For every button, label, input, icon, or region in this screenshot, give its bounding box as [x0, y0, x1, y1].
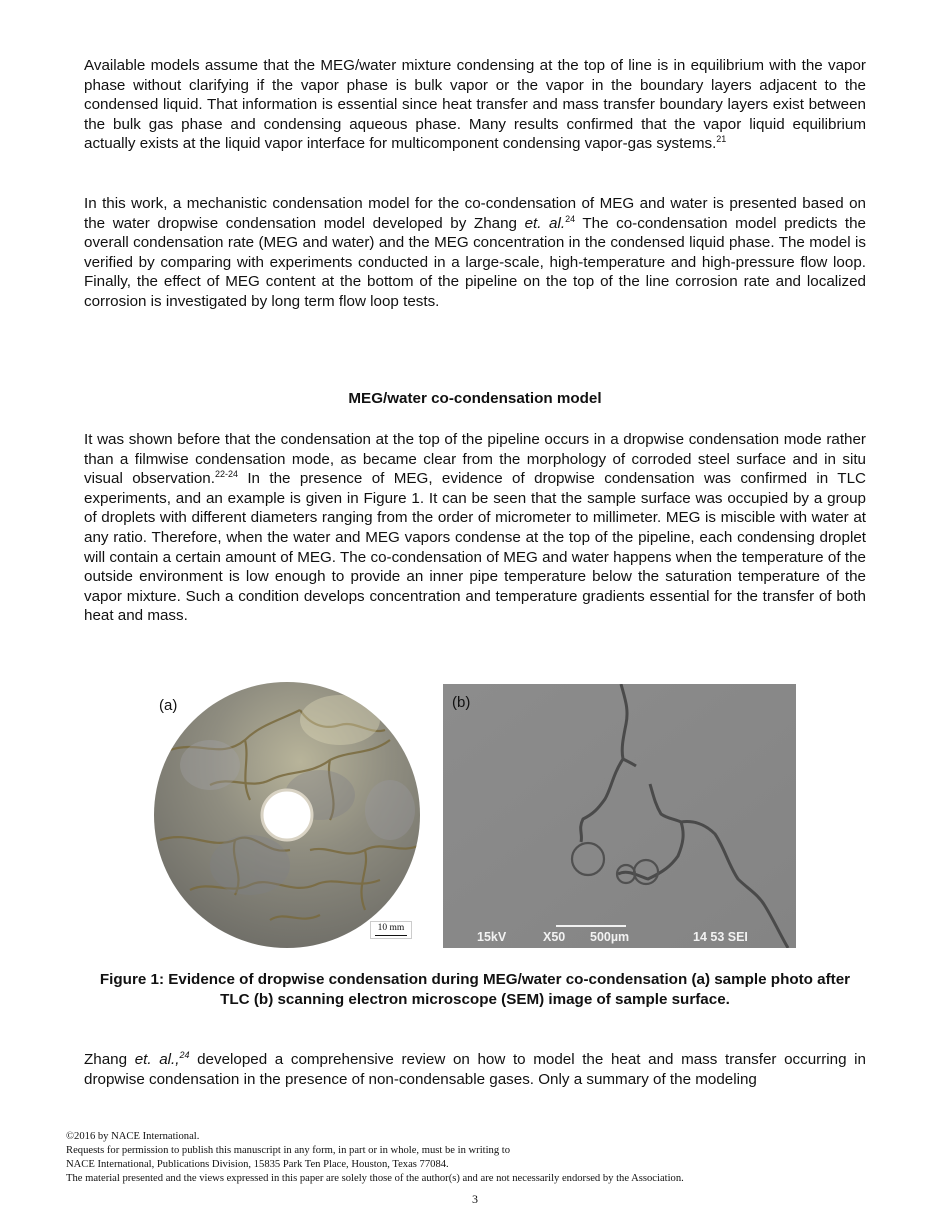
paragraph-this-work: In this work, a mechanistic condensation model for the co-condensation of MEG and water is presented based on the water dropwise condensation model developed by Zhang et. al.$^{24}$ The co-condensation model predicts the overall condensation rate (MEG and water) and the MEG concentration in the condensed liquid phase. The model is verified by comparing with experiments conducted in a large-scale, high-temperature and high-pressure flow loop. Finally, the effect of MEG content at the bottom of the pipeline on the top of the line corrosion rate and localized corrosion is investigated by long term flow loop tests.: [84, 195, 866, 310]
sample-photo-image: [150, 680, 440, 955]
section-heading: MEG/water co-condensation model: [348, 390, 602, 407]
footer-line: NACE International, Publications Division, 15835 Park Ten Place, Houston, Texas 77084.: [66, 1159, 449, 1170]
paragraph-equilibrium-assumption: Available models assume that the MEG/water mixture condensing at the top of line is in equilibrium with the vapor phase without clarifying if the vapor phase is bulk vapor or the vapor in the boundary layers adjacent to the condensed liquid. That information is essential since heat transfer and mass transfer boundary layers exist between the bulk gas phase and condensing aqueous phase. Many results confirmed that the vapor liquid equilibrium actually exists at the liquid vapor interface for multicomponent condensing vapor-gas systems.$^{21}$: [84, 57, 866, 153]
paragraph-zhang-review: Zhang et. al.,$^{24}$ developed a comprehensive review on how to model the heat and mass transfer occurring in dropwise condensation in the presence of non-condensable gases. Only a summary of the modeling: [84, 1050, 866, 1088]
sem-scale: 500µm: [590, 930, 630, 944]
sem-image: [443, 684, 796, 948]
figure-label-a: (a): [159, 697, 178, 714]
footer-line: Requests for permission to publish this manuscript in any form, in part or in whole, must be in writing to: [66, 1145, 511, 1156]
figure-caption: Figure 1: Evidence of dropwise condensation during MEG/water co-condensation (a) sample photo after TLC (b) scanning electron microscope (SEM) image of sample surface.: [99, 971, 851, 1008]
corroded-disc-graphic: [150, 680, 440, 955]
page-number: 3: [472, 1192, 478, 1206]
footer-line: ©2016 by NACE International.: [66, 1131, 200, 1142]
footer-line: The material presented and the views expressed in this paper are solely those of the author(s) and are not necessarily endorsed by the Association.: [66, 1173, 684, 1184]
figure-label-b: (b): [452, 694, 471, 711]
sem-image-id: 14 53 SEI: [693, 930, 748, 944]
sem-surface-graphic: [443, 684, 796, 948]
sem-voltage: 15kV: [477, 930, 507, 944]
paragraph-dropwise-condensation: It was shown before that the condensation at the top of the pipeline occurs in a dropwise condensation mode rather than a filmwise condensation mode, as became clear from the morphology of corroded steel surface and in situ visual observation.$^{22-24}$ In the presence of MEG, evidence of dropwise condensation was confirmed in TLC experiments, and an example is given in Figure 1. It can be seen that the sample surface was occupied by a group of droplets with different diameters ranging from the order of micrometer to millimeter. MEG is miscible with water at any ratio. Therefore, when the water and MEG vapors condense at the top of the pipeline, each condensing droplet will contain a certain amount of MEG. The co-condensation of MEG and water happens when the temperature of the outside environment is low enough to provide an inner pipe temperature below the saturation temperature of the vapor mixture. Such a condition develops concentration and temperature gradients essential for the transfer of both heat and mass.: [84, 431, 866, 625]
sem-magnification: X50: [543, 930, 566, 944]
copyright-footer: [66, 1130, 886, 1186]
scale-bar-line: [375, 935, 407, 937]
scale-bar-10mm: 10 mm: [370, 921, 412, 939]
